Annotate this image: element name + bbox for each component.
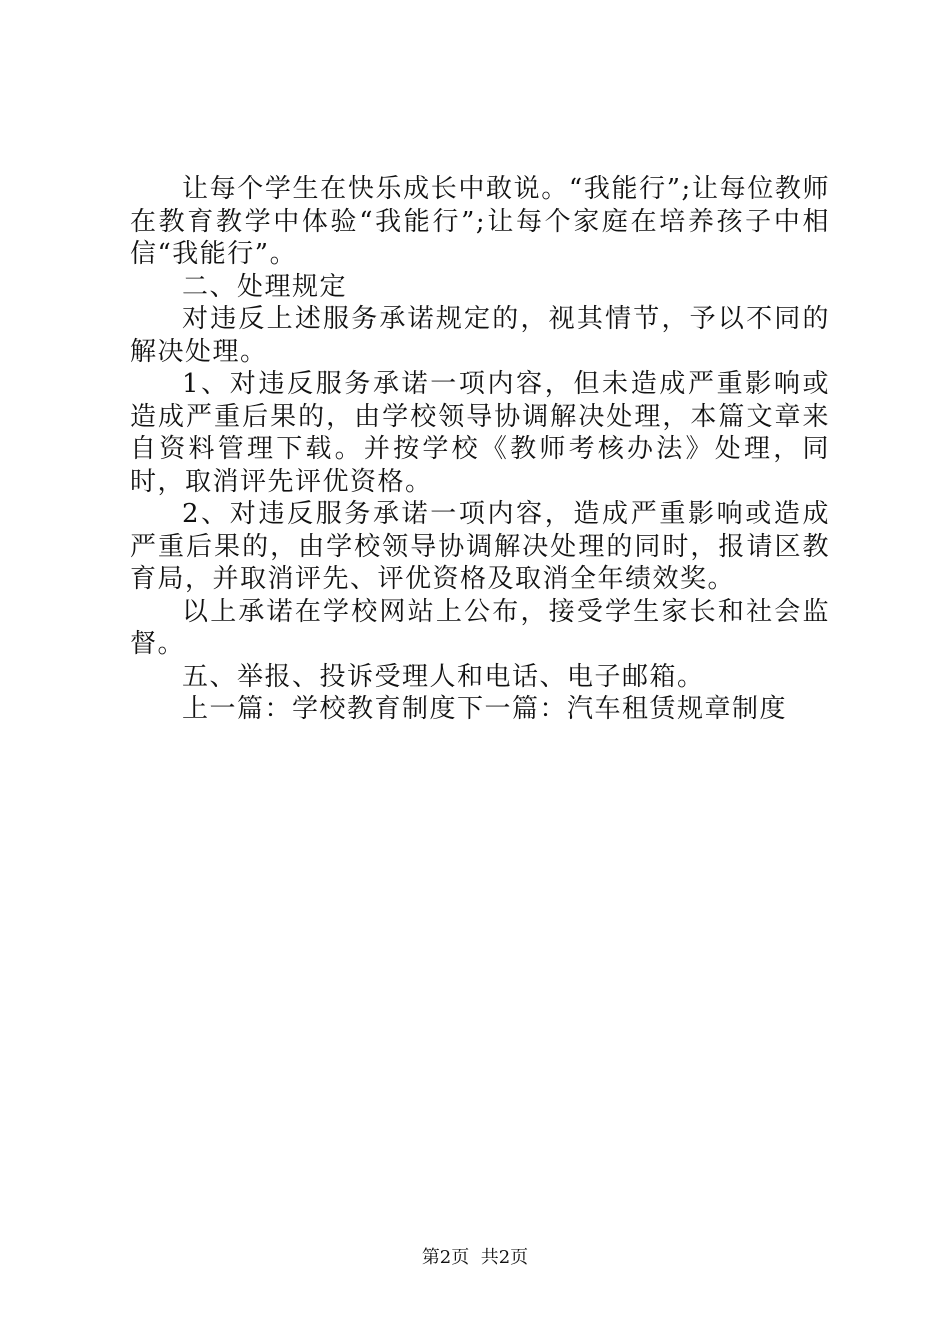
paragraph-rule-1: 1、对违反服务承诺一项内容，但未造成严重影响或造成严重后果的，由学校领导协调解决处理，本篇文章来自资料管理下载。并按学校《教师考核办法》处理，同时，取消评先评优资格。 bbox=[130, 369, 830, 497]
prev-next-article-nav: 上一篇：学校教育制度下一篇：汽车租赁规章制度 bbox=[182, 694, 788, 724]
section-heading-handling-rules: 二、处理规定 bbox=[182, 271, 348, 302]
section-heading-report-contact: 五、举报、投诉受理人和电话、电子邮箱。 bbox=[182, 661, 705, 692]
paragraph-violation-intro: 对违反上述服务承诺规定的，视其情节，予以不同的解决处理。 bbox=[130, 304, 830, 367]
document-body bbox=[130, 173, 830, 726]
page-number-footer: 第2页 共2页 bbox=[421, 1247, 529, 1268]
paragraph-motto: 让每个学生在快乐成长中敢说。“我能行”;让每位教师在教育教学中体验“我能行”;让每个家庭在培养孩子中相信“我能行”。 bbox=[130, 174, 830, 269]
paragraph-public-supervision: 以上承诺在学校网站上公布，接受学生家长和社会监督。 bbox=[130, 596, 830, 659]
paragraph-rule-2: 2、对违反服务承诺一项内容，造成严重影响或造成严重后果的，由学校领导协调解决处理的同时，报请区教育局，并取消评先、评优资格及取消全年绩效奖。 bbox=[130, 499, 830, 594]
